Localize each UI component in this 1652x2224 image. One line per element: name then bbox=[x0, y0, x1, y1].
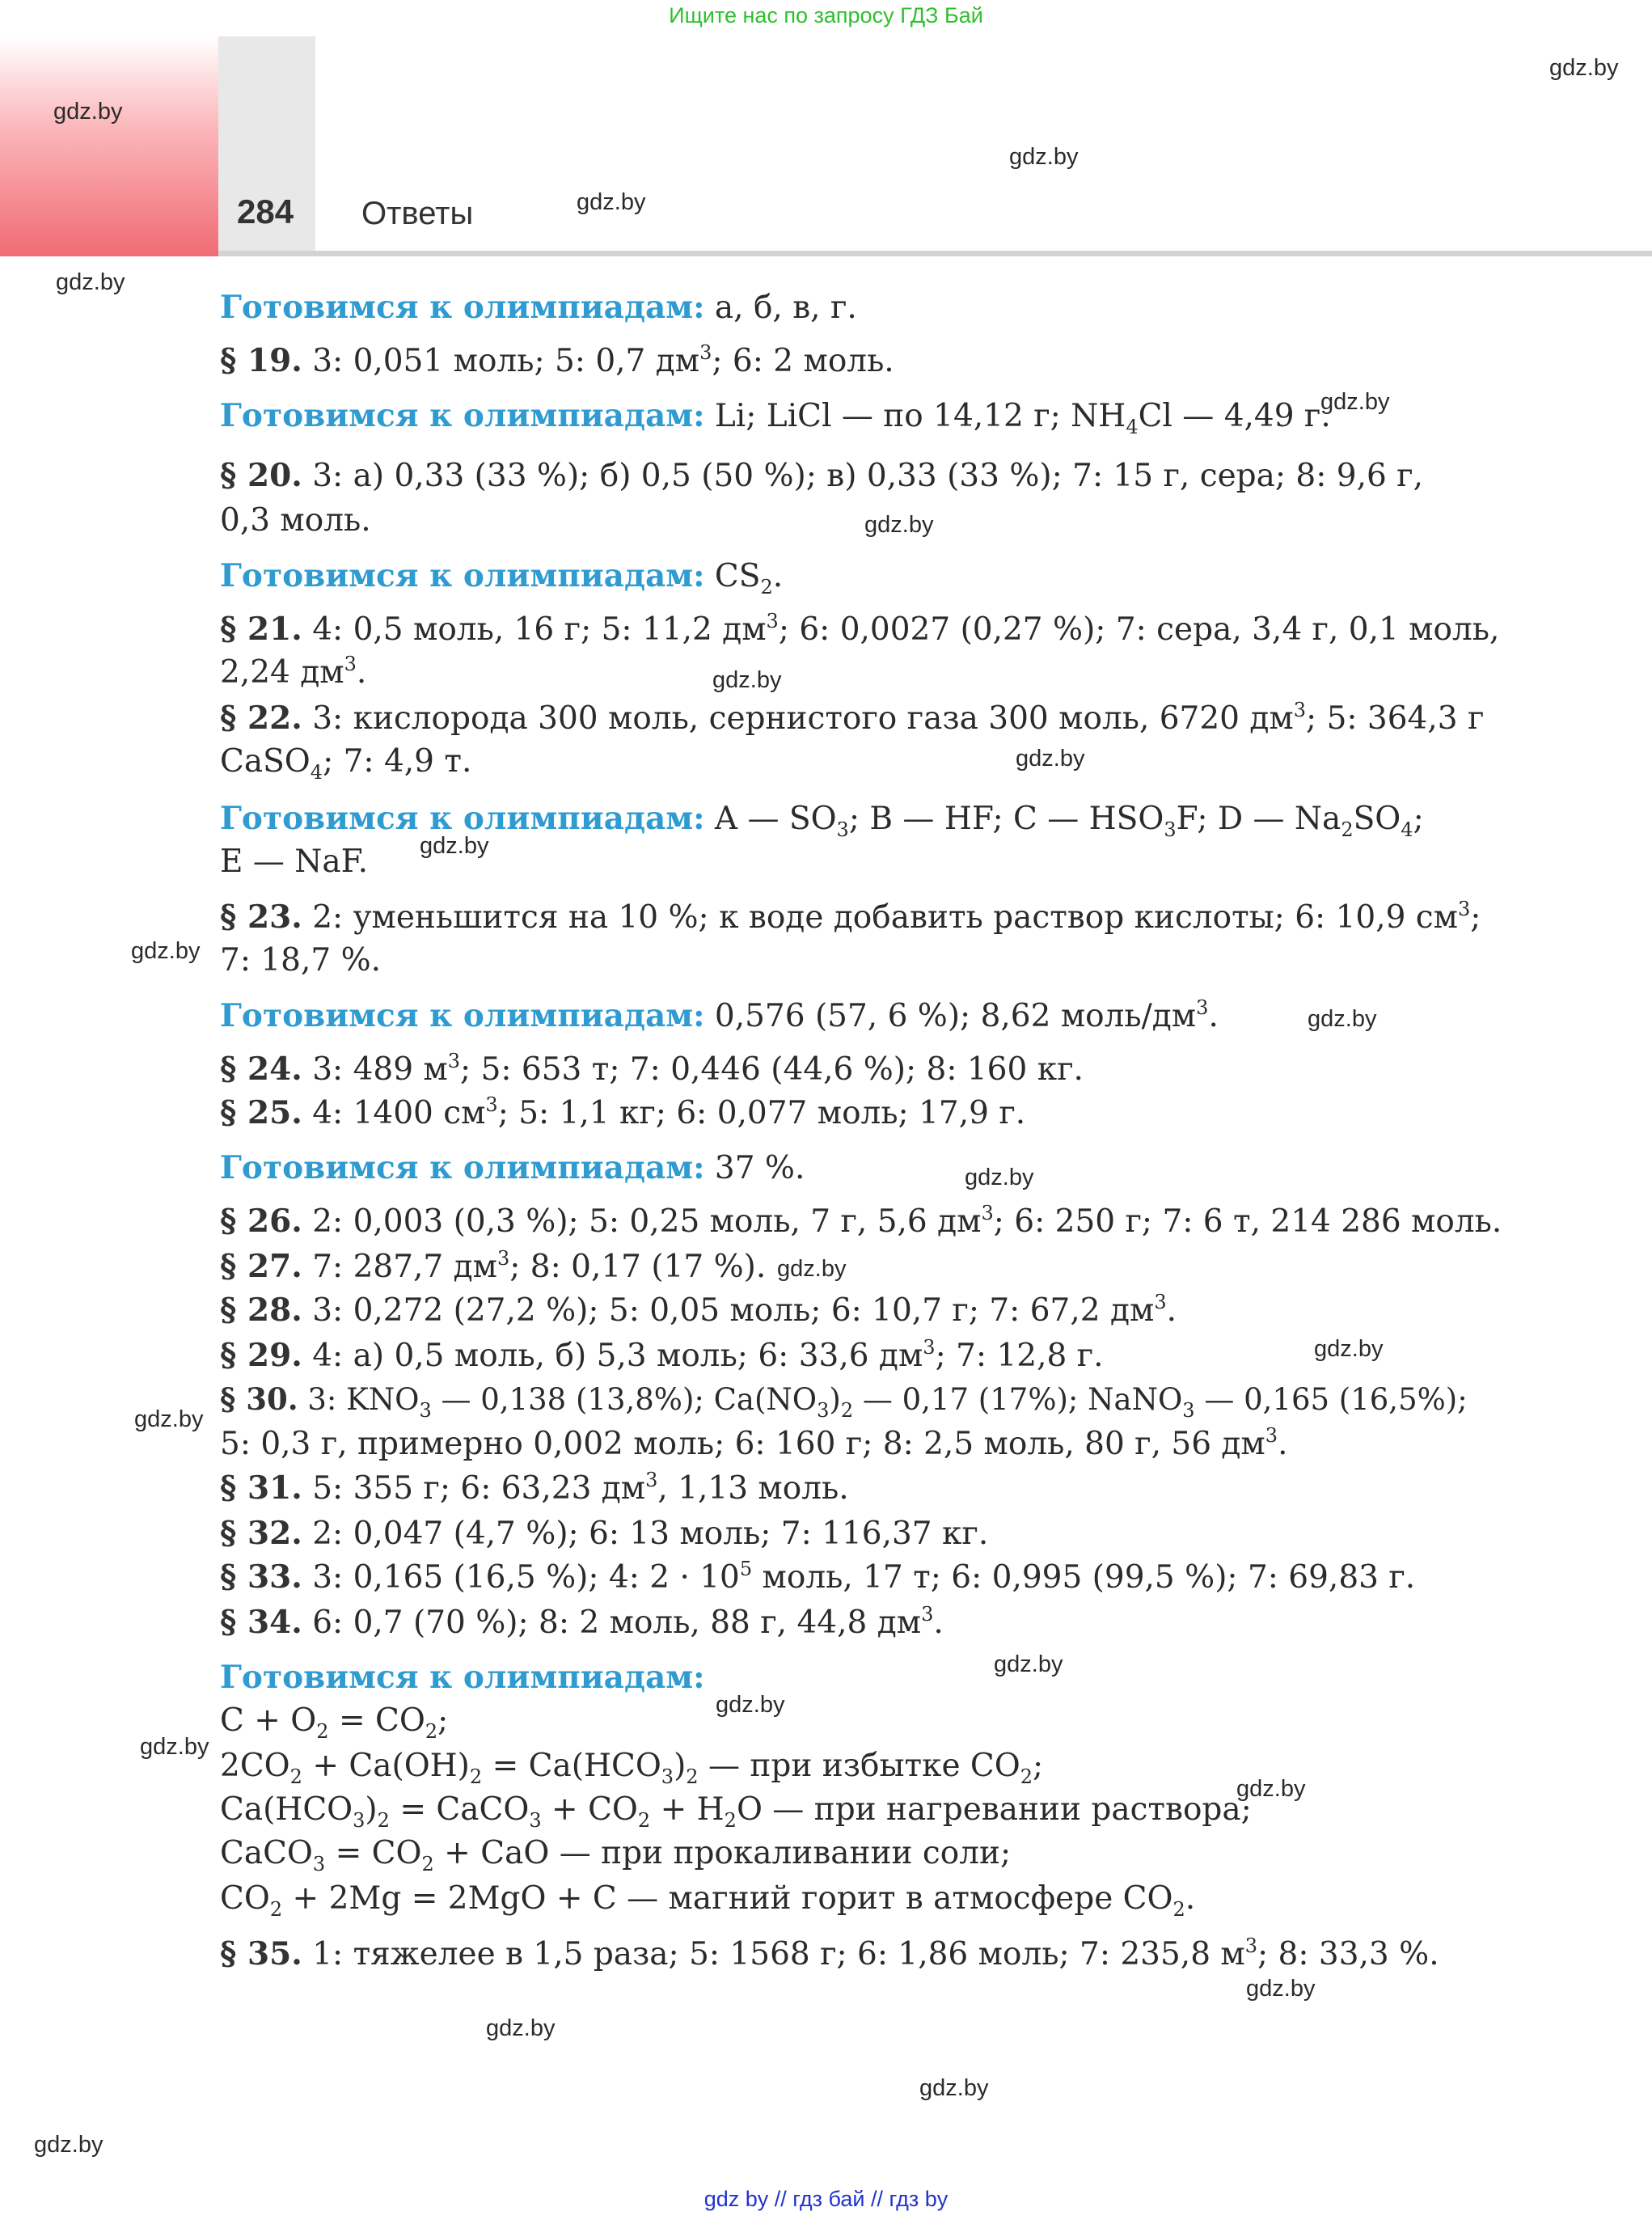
page-corner-decoration bbox=[0, 36, 218, 256]
answer-line: Готовимся к олимпиадам: Li; LiCl — по 14,12 г; $NH_4Cl$ — 4,49 г. bbox=[220, 397, 1331, 438]
answer-line: § 29. 4: а) 0,5 моль, б) 5,3 моль; 6: 33,6 $дм^3$; 7: 12,8 г. bbox=[220, 1336, 1104, 1374]
answer-line: 5: 0,3 г, примерно 0,002 моль; 6: 160 г; 8: 2,5 моль, 80 г, 56 $дм^3$. bbox=[220, 1424, 1288, 1462]
watermark: gdz.by bbox=[994, 1651, 1063, 1677]
answer-line: § 24. 3: 489 $м^3$; 5: 653 т; 7: 0,446 (44,6 %); 8: 160 кг. bbox=[220, 1050, 1084, 1088]
answer-line: Готовимся к олимпиадам: 0,576 (57, 6 %); 8,62 моль/$дм^3$. bbox=[220, 996, 1219, 1034]
answer-line: § 26. 2: 0,003 (0,3 %); 5: 0,25 моль, 7 г, 5,6 $дм^3$; 6: 250 г; 7: 6 т, 214 286 моль. bbox=[220, 1202, 1502, 1240]
watermark: gdz.by bbox=[919, 2075, 989, 2101]
answer-line: 2,24 $дм^3$. bbox=[220, 653, 367, 691]
equation-line: $Ca(HCO_3)_2$ = CaCO$_3$ + $CO_2 + H_2O$ — при нагревании раствора; bbox=[220, 1791, 1252, 1832]
equation-line: $CO_2 + 2Mg = 2MgO + C$ — магний горит в атмосфере $CO_2$. bbox=[220, 1880, 1196, 1921]
answer-line: § 19. 3: 0,051 моль; 5: 0,7 $дм^3$; 6: 2 моль. bbox=[220, 341, 894, 379]
watermark: gdz.by bbox=[1308, 1006, 1377, 1032]
top-banner[interactable]: Ищите нас по запросу ГДЗ Бай bbox=[669, 3, 983, 27]
answer-line: § 33. 3: 0,165 (16,5 %); 4: $2 \cdot 10^5$ моль, 17 т; 6: 0,995 (99,5 %); 7: 69,83 г. bbox=[220, 1558, 1416, 1596]
watermark: gdz.by bbox=[53, 99, 123, 125]
answer-line: § 25. 4: 1400 $см^3$; 5: 1,1 кг; 6: 0,077 моль; 17,9 г. bbox=[220, 1093, 1026, 1131]
answer-line: § 32. 2: 0,047 (4,7 %); 6: 13 моль; 7: 116,37 кг. bbox=[220, 1515, 989, 1552]
answer-line: § 31. 5: 355 г; 6: 63,23 $дм^3$, 1,13 моль. bbox=[220, 1469, 849, 1507]
watermark: gdz.by bbox=[131, 938, 201, 964]
answer-line: Готовимся к олимпиадам: bbox=[220, 1659, 705, 1696]
answer-line: § 34. 6: 0,7 (70 %); 8: 2 моль, 88 г, 44,8 $дм^3$. bbox=[220, 1603, 944, 1641]
watermark: gdz.by bbox=[140, 1734, 209, 1760]
watermark: gdz.by bbox=[1016, 746, 1085, 772]
answer-line: Готовимся к олимпиадам: а, б, в, г. bbox=[220, 289, 857, 326]
watermark: gdz.by bbox=[965, 1165, 1034, 1190]
watermark: gdz.by bbox=[56, 269, 125, 295]
watermark: gdz.by bbox=[864, 512, 934, 538]
answer-line: § 28. 3: 0,272 (27,2 %); 5: 0,05 моль; 6: 10,7 г; 7: 67,2 $дм^3$. bbox=[220, 1291, 1177, 1329]
answer-line: § 35. 1: тяжелее в 1,5 раза; 5: 1568 г; 6: 1,86 моль; 7: 235,8 $м^3$; 8: 33,3 %. bbox=[220, 1934, 1439, 1972]
watermark: gdz.by bbox=[486, 2015, 556, 2041]
answer-line: Готовимся к олимпиадам: $CS_2$. bbox=[220, 557, 784, 598]
answer-line: § 23. 2: уменьшится на 10 %; к воде добавить раствор кислоты; 6: 10,9 $см^3$; bbox=[220, 898, 1481, 936]
section-title: Ответы bbox=[361, 196, 474, 231]
answer-line: § 30. 3: $KNO_3$ — 0,138 (13,8%); $Ca(NO_3)_2$ — 0,17 (17%); NaNO$_3$ — 0,165 (16,5%); bbox=[220, 1381, 1468, 1422]
watermark: gdz.by bbox=[1549, 55, 1619, 81]
watermark: gdz.by bbox=[1320, 389, 1390, 415]
answer-line: § 27. 7: 287,7 $дм^3$; 8: 0,17 (17 %). bbox=[220, 1247, 767, 1285]
watermark: gdz.by bbox=[1009, 144, 1079, 170]
page-number: 284 bbox=[237, 192, 294, 230]
answer-line: CaSO$_4$; 7: 4,9 т. bbox=[220, 743, 472, 784]
equation-line: $2CO_2 + Ca(OH)_2 = Ca(HCO_3)_2$ — при избытке $CO_2$; bbox=[220, 1748, 1044, 1788]
answer-line: 7: 18,7 %. bbox=[220, 942, 382, 979]
watermark: gdz.by bbox=[577, 189, 646, 215]
equation-line: CaCO$_3$ = $CO_2$ + CaO — при прокаливании соли; bbox=[220, 1835, 1012, 1875]
answer-line: § 21. 4: 0,5 моль, 16 г; 5: 11,2 $дм^3$; 6: 0,0027 (0,27 %); 7: сера, 3,4 г, 0,1 моль, bbox=[220, 610, 1500, 648]
watermark: gdz.by bbox=[34, 2132, 104, 2158]
watermark: gdz.by bbox=[134, 1406, 204, 1432]
watermark: gdz.by bbox=[1314, 1336, 1384, 1362]
answer-line: Готовимся к олимпиадам: A — $SO_3$; B — HF; C — $HSO_3F$; D — $Na_2SO_4$; bbox=[220, 800, 1424, 841]
watermark: gdz.by bbox=[712, 667, 782, 693]
header-rule bbox=[218, 251, 1652, 256]
answer-line: § 20. 3: а) 0,33 (33 %); б) 0,5 (50 %); в) 0,33 (33 %); 7: 15 г, сера; 8: 9,6 г, bbox=[220, 457, 1424, 494]
watermark: gdz.by bbox=[1236, 1776, 1306, 1802]
watermark: gdz.by bbox=[1246, 1976, 1316, 2002]
watermark: gdz.by bbox=[777, 1256, 847, 1282]
answer-line: E — NaF. bbox=[220, 844, 369, 880]
bottom-links[interactable]: gdz by // гдз бай // гдз by bbox=[703, 2187, 949, 2211]
answer-line: 0,3 моль. bbox=[220, 502, 371, 539]
watermark: gdz.by bbox=[716, 1692, 785, 1718]
answer-line: § 22. 3: кислорода 300 моль, сернистого газа 300 моль, 6720 $дм^3$; 5: 364,3 г bbox=[220, 699, 1485, 737]
watermark: gdz.by bbox=[420, 833, 489, 859]
answer-line: Готовимся к олимпиадам: 37 %. bbox=[220, 1149, 805, 1186]
equation-line: $C + O_2 = CO_2$; bbox=[220, 1702, 449, 1743]
